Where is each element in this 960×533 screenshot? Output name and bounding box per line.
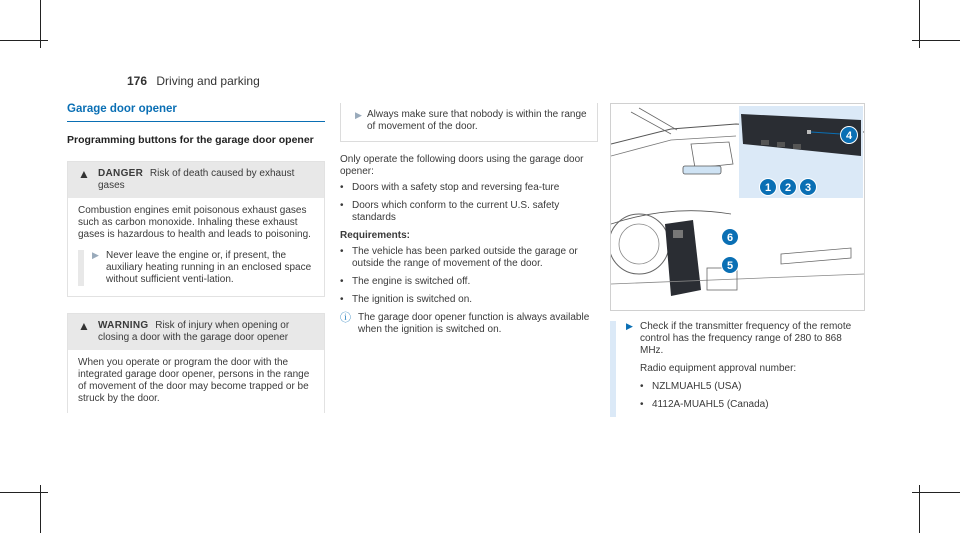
danger-box — [67, 161, 325, 297]
vehicle-illustration — [611, 104, 864, 310]
page-number: 176 — [127, 74, 148, 88]
list-item: • 4112A-MUAHL5 (Canada) — [640, 399, 769, 410]
section-name: Driving and parking — [156, 74, 260, 88]
crop-mark — [912, 40, 960, 41]
bullet-dot-icon: • — [640, 399, 644, 410]
bullet-dot-icon: • — [340, 276, 344, 287]
bullet-dot-icon: • — [340, 200, 344, 211]
play-arrow-icon: ▶ — [626, 321, 633, 331]
door-list — [340, 182, 598, 224]
check-frequency-step — [610, 321, 865, 417]
play-arrow-icon: ▶ — [92, 250, 99, 260]
list-item: • Doors which conform to the current U.S. safety standards — [340, 200, 560, 223]
section-title: Garage door opener — [67, 103, 325, 122]
list-item: • The engine is switched off. — [340, 276, 471, 287]
list-item: • NZLMUAHL5 (USA) — [640, 381, 742, 392]
warning-headline: Risk of injury when opening or closing a door with the garage door opener — [98, 320, 290, 343]
requirements-list — [340, 246, 598, 306]
play-arrow-icon: ▶ — [355, 110, 362, 120]
radio-label: Radio equipment approval number: — [640, 363, 797, 374]
step-content — [640, 321, 865, 417]
radio-number-list — [640, 381, 865, 411]
warning-box — [67, 313, 325, 413]
bullet-dot-icon: • — [640, 381, 644, 392]
intro-text: Only operate the following doors using the garage door opener: — [340, 154, 584, 177]
warning-triangle-icon: ▲ — [78, 167, 90, 181]
warning-label: WARNING — [98, 320, 149, 331]
warning-header — [68, 314, 324, 350]
crop-mark — [0, 40, 48, 41]
danger-headline: Risk of death caused by exhaust gases — [98, 168, 295, 191]
warning-text: When you operate or program the door with the integrated garage door opener, persons in the range of movement of the door may become trapped or be struck by the door. — [78, 357, 310, 404]
callout-5: 5 — [721, 256, 739, 274]
warning-step — [340, 103, 598, 142]
list-item: • The ignition is switched on. — [340, 294, 473, 305]
vehicle-figure — [610, 103, 865, 311]
info-text: The garage door opener function is always available when the ignition is switched on. — [358, 312, 590, 335]
danger-step — [78, 250, 324, 286]
danger-label: DANGER — [98, 168, 144, 179]
callout-3: 3 — [799, 178, 817, 196]
page-header — [127, 74, 260, 88]
callout-1: 1 — [759, 178, 777, 196]
warning-triangle-icon: ▲ — [78, 319, 90, 333]
column-1 — [67, 103, 325, 413]
info-note — [340, 312, 598, 336]
crop-mark — [912, 492, 960, 493]
list-item: • Doors with a safety stop and reversing fea-ture — [340, 182, 560, 193]
warning-step-text: Always make sure that nobody is within the range of movement of the door. — [367, 109, 587, 132]
danger-step-text: Never leave the engine or, if present, the auxiliary heating running in an enclosed space without sufficient venti-lation. — [106, 250, 312, 285]
bullet-dot-icon: • — [340, 294, 344, 305]
requirements-title: Requirements: — [340, 230, 411, 241]
bullet-dot-icon: • — [340, 182, 344, 193]
info-icon: ⓘ — [340, 312, 351, 324]
column-2 — [340, 103, 598, 336]
callout-2: 2 — [779, 178, 797, 196]
danger-text: Combustion engines emit poisonous exhaust gases such as carbon monoxide. Inhaling these exhaust gases is hazardous to health and leads to poisoning. — [78, 205, 311, 240]
subsection-title: Programming buttons for the garage door opener — [67, 134, 314, 146]
step-text: Check if the transmitter frequency of the remote control has the frequency range of 280 to 868 MHz. — [640, 321, 852, 356]
crop-mark — [0, 492, 48, 493]
callout-6: 6 — [721, 228, 739, 246]
bullet-dot-icon: • — [340, 246, 344, 257]
danger-header — [68, 162, 324, 198]
warning-body — [68, 350, 324, 413]
column-3 — [610, 103, 865, 417]
callout-4: 4 — [840, 126, 858, 144]
list-item: • The vehicle has been parked outside the garage or outside the range of movement of the door. — [340, 246, 578, 269]
danger-body — [68, 198, 324, 241]
